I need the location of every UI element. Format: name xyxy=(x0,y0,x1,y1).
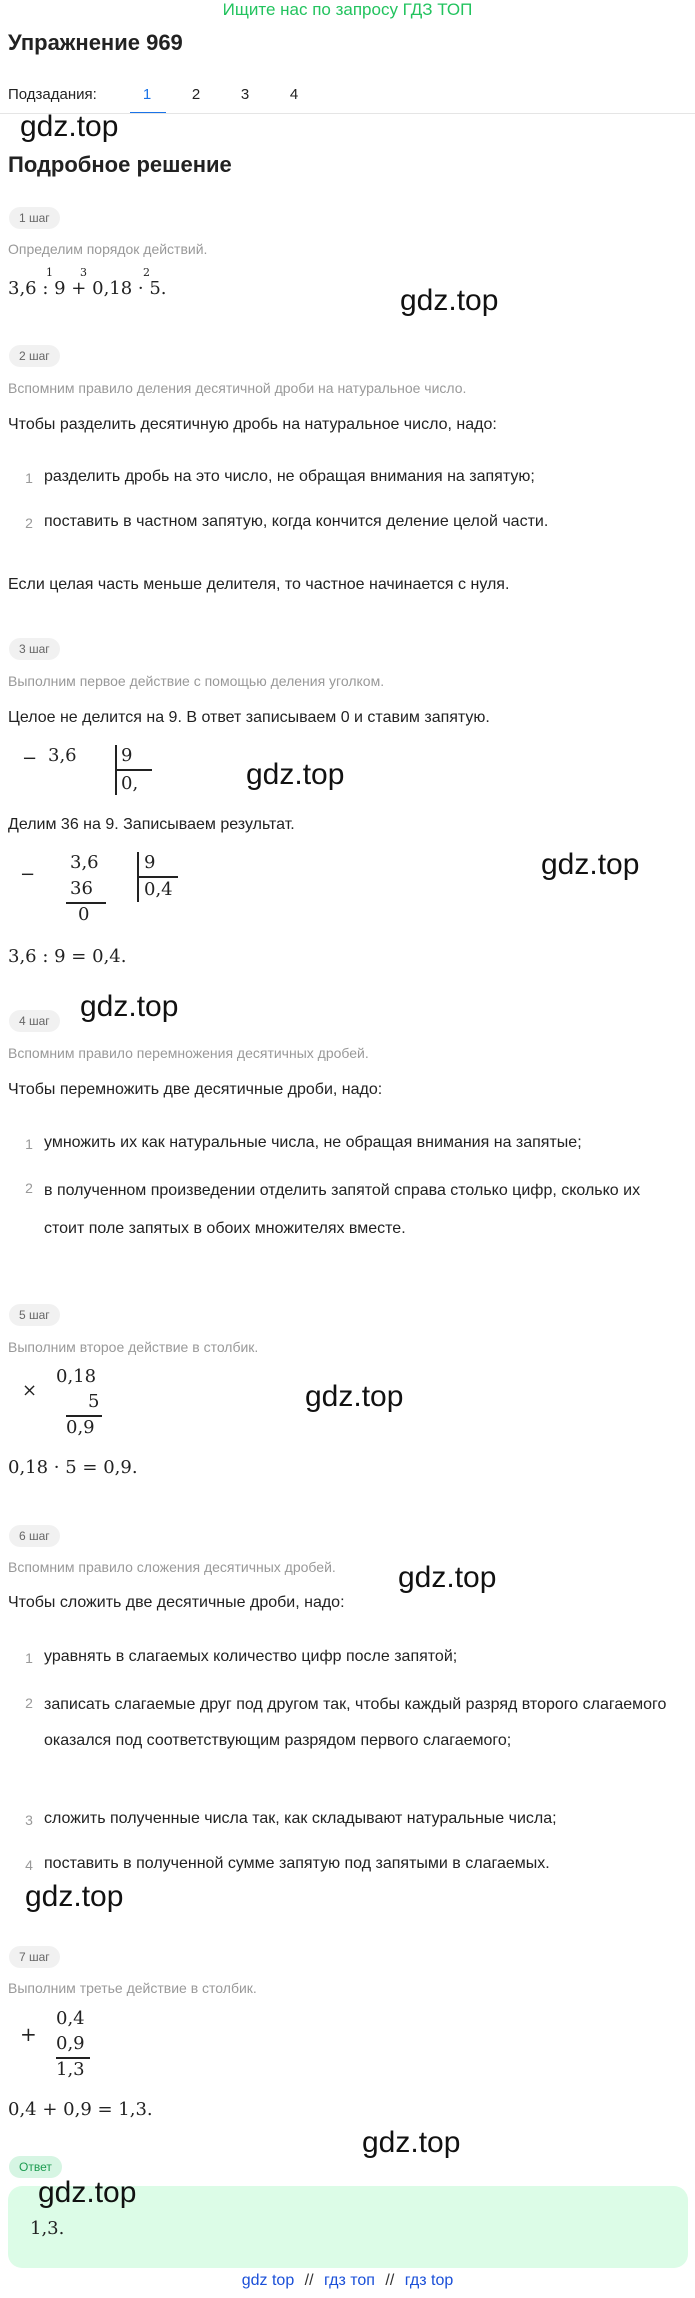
minus-sign: − xyxy=(20,864,36,885)
divisor: 9 xyxy=(121,745,133,766)
tab-subtask-4[interactable]: 4 xyxy=(289,86,299,103)
watermark-text: gdz.top xyxy=(541,848,640,881)
page-title: Упражнение 969 xyxy=(8,30,183,55)
footer-separator: // xyxy=(385,2272,395,2289)
answer-value: 1,3. xyxy=(30,2218,65,2239)
watermark-text: gdz.top xyxy=(80,990,179,1023)
list-number: 1 xyxy=(25,470,33,486)
step-hint: Выполним второе действие в столбик. xyxy=(8,1339,259,1355)
solution-heading: Подробное решение xyxy=(8,152,232,177)
list-number: 3 xyxy=(25,1812,33,1828)
watermark-text: gdz.top xyxy=(25,1880,124,1913)
rule-intro: Чтобы разделить десятичную дробь на натуральное число, надо: xyxy=(8,416,497,433)
step-badge: 5 шаг xyxy=(9,1304,60,1326)
step-result: 0,18 · 5 = 0,9. xyxy=(8,1457,138,1478)
list-number: 1 xyxy=(25,1136,33,1152)
remainder: 0 xyxy=(78,904,90,925)
footer-links xyxy=(0,2272,695,2290)
watermark-text: gdz.top xyxy=(362,2126,461,2159)
product: 0,9 xyxy=(66,1417,95,1438)
step-badge: 6 шаг xyxy=(9,1525,60,1547)
list-number: 2 xyxy=(25,1180,33,1196)
division-explanation: Делим 36 на 9. Записываем результат. xyxy=(8,816,295,833)
step-hint: Выполним третье действие в столбик. xyxy=(8,1980,257,1996)
addend: 0,4 xyxy=(56,2008,85,2029)
divisor: 9 xyxy=(144,852,156,873)
list-item: в полученном произведении отделить запятой справа столько цифр, сколько их стоит поле запятых в обоих множителях вместе. xyxy=(44,1182,641,1237)
list-item: поставить в частном запятую, когда кончится деление целой части. xyxy=(44,513,549,530)
plus-sign: + xyxy=(20,2022,37,2046)
footer-separator: // xyxy=(304,2272,314,2289)
rule-note: Если целая часть меньше делителя, то частное начинается с нуля. xyxy=(8,576,510,593)
list-number: 4 xyxy=(25,1857,33,1873)
subtasks-label: Подзадания: xyxy=(8,86,97,103)
addend: 0,9 xyxy=(56,2033,85,2054)
step-badge: 7 шаг xyxy=(9,1946,60,1968)
search-banner[interactable]: Ищите нас по запросу ГДЗ ТОП xyxy=(222,0,473,19)
multiplicand: 0,18 xyxy=(56,1366,97,1387)
step-badge: 2 шаг xyxy=(9,345,60,367)
step-badge: 4 шаг xyxy=(9,1010,60,1032)
watermark-text: gdz.top xyxy=(246,758,345,791)
step-hint: Вспомним правило деления десятичной дроби на натуральное число. xyxy=(8,380,467,396)
quotient: 0,4 xyxy=(144,879,173,900)
step-badge: 3 шаг xyxy=(9,638,60,660)
dividend: 3,6 xyxy=(70,852,99,873)
order-mark: 2 xyxy=(143,266,150,279)
order-mark: 3 xyxy=(80,266,87,279)
watermark-text: gdz.top xyxy=(20,110,119,143)
watermark-text: gdz.top xyxy=(400,284,499,317)
footer-link[interactable]: гдз топ xyxy=(324,2272,375,2289)
tab-subtask-3[interactable]: 3 xyxy=(240,86,250,103)
rule-intro: Чтобы перемножить две десятичные дроби, надо: xyxy=(8,1081,383,1098)
list-item: умножить их как натуральные числа, не обращая внимания на запятые; xyxy=(44,1134,582,1151)
step-hint: Определим порядок действий. xyxy=(8,241,208,257)
step-result: 0,4 + 0,9 = 1,3. xyxy=(8,2099,153,2120)
list-number: 2 xyxy=(25,1695,33,1711)
division-explanation: Целое не делится на 9. В ответ записываем 0 и ставим запятую. xyxy=(8,709,490,726)
step-hint: Вспомним правило перемножения десятичных дробей. xyxy=(8,1045,369,1061)
order-mark: 1 xyxy=(46,266,53,279)
list-item: разделить дробь на это число, не обращая внимания на запятую; xyxy=(44,468,535,485)
list-item: уравнять в слагаемых количество цифр после запятой; xyxy=(44,1648,458,1665)
step-badge: 1 шаг xyxy=(9,207,60,229)
list-number: 2 xyxy=(25,515,33,531)
answer-badge: Ответ xyxy=(9,2156,62,2178)
minus-sign: − xyxy=(22,748,38,769)
quotient: 0, xyxy=(121,773,139,794)
tab-subtask-1[interactable]: 1 xyxy=(142,86,152,103)
watermark-text: gdz.top xyxy=(38,2176,137,2209)
list-number: 1 xyxy=(25,1650,33,1666)
step-result: 3,6 : 9 = 0,4. xyxy=(8,946,127,967)
multiply-sign: × xyxy=(22,1380,38,1401)
step-hint: Вспомним правило сложения десятичных дробей. xyxy=(8,1559,336,1575)
footer-link[interactable]: гдз top xyxy=(404,2272,454,2289)
list-item: поставить в полученной сумме запятую под запятыми в слагаемых. xyxy=(44,1855,550,1872)
order-expression: 3,6 : 9 + 0,18 · 5. xyxy=(8,278,167,299)
list-item: сложить полученные числа так, как складывают натуральные числа; xyxy=(44,1810,557,1827)
watermark-text: gdz.top xyxy=(305,1380,404,1413)
footer-link[interactable]: gdz top xyxy=(241,2272,295,2289)
divisor-line xyxy=(138,876,178,878)
subtrahend: 36 xyxy=(70,878,93,899)
step-hint: Выполним первое действие с помощью деления уголком. xyxy=(8,673,385,689)
dividend: 3,6 xyxy=(48,745,77,766)
list-item: записать слагаемые друг под другом так, чтобы каждый разряд второго слагаемого оказался под соответствующим разрядом первого слагаемого; xyxy=(44,1696,667,1749)
watermark-text: gdz.top xyxy=(398,1561,497,1594)
tab-subtask-2[interactable]: 2 xyxy=(191,86,201,103)
multiplier: 5 xyxy=(88,1391,100,1412)
rule-intro: Чтобы сложить две десятичные дроби, надо: xyxy=(8,1594,345,1611)
divisor-line xyxy=(116,769,152,771)
sum: 1,3 xyxy=(56,2059,85,2080)
